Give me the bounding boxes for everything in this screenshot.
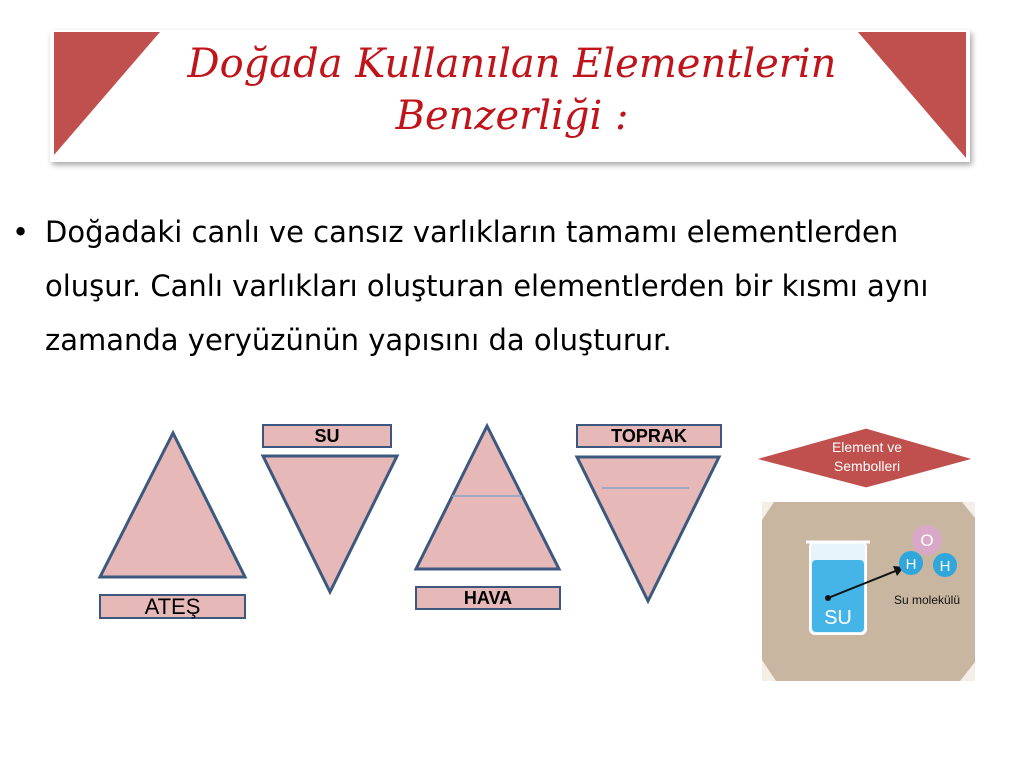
air-label: HAVA bbox=[415, 586, 561, 610]
atom-o: O bbox=[920, 531, 934, 550]
button-line-1: Element ve bbox=[831, 439, 903, 455]
title-line-2: Benzerliği : bbox=[395, 93, 629, 139]
fire-label: ATEŞ bbox=[99, 594, 246, 619]
bullet-dot: • bbox=[12, 215, 30, 249]
water-label: SU bbox=[262, 424, 392, 448]
beaker-label: SU bbox=[824, 607, 852, 629]
earth-triangle bbox=[577, 457, 719, 601]
atom-h-left: H bbox=[905, 556, 917, 573]
water-molecule-image bbox=[762, 502, 975, 681]
air-triangle bbox=[416, 426, 559, 569]
atom-h-right: H bbox=[939, 558, 951, 575]
fire-triangle bbox=[100, 433, 245, 577]
title-line-1: Doğada Kullanılan Elementlerin bbox=[187, 41, 837, 87]
bullet-text: Doğadaki canlı ve cansız varlıkların tamamı elementlerden oluşur. Canlı varlıkları oluşturan elementlerden bir kısmı aynı zamanda yeryüzünün yapısını da oluşturur. bbox=[45, 215, 929, 357]
element-symbols-button-label[interactable] bbox=[790, 438, 944, 476]
molecule-caption: Su molekülü bbox=[893, 593, 961, 607]
water-triangle bbox=[263, 456, 397, 592]
button-line-2: Sembolleri bbox=[833, 458, 901, 474]
earth-label: TOPRAK bbox=[576, 424, 722, 448]
